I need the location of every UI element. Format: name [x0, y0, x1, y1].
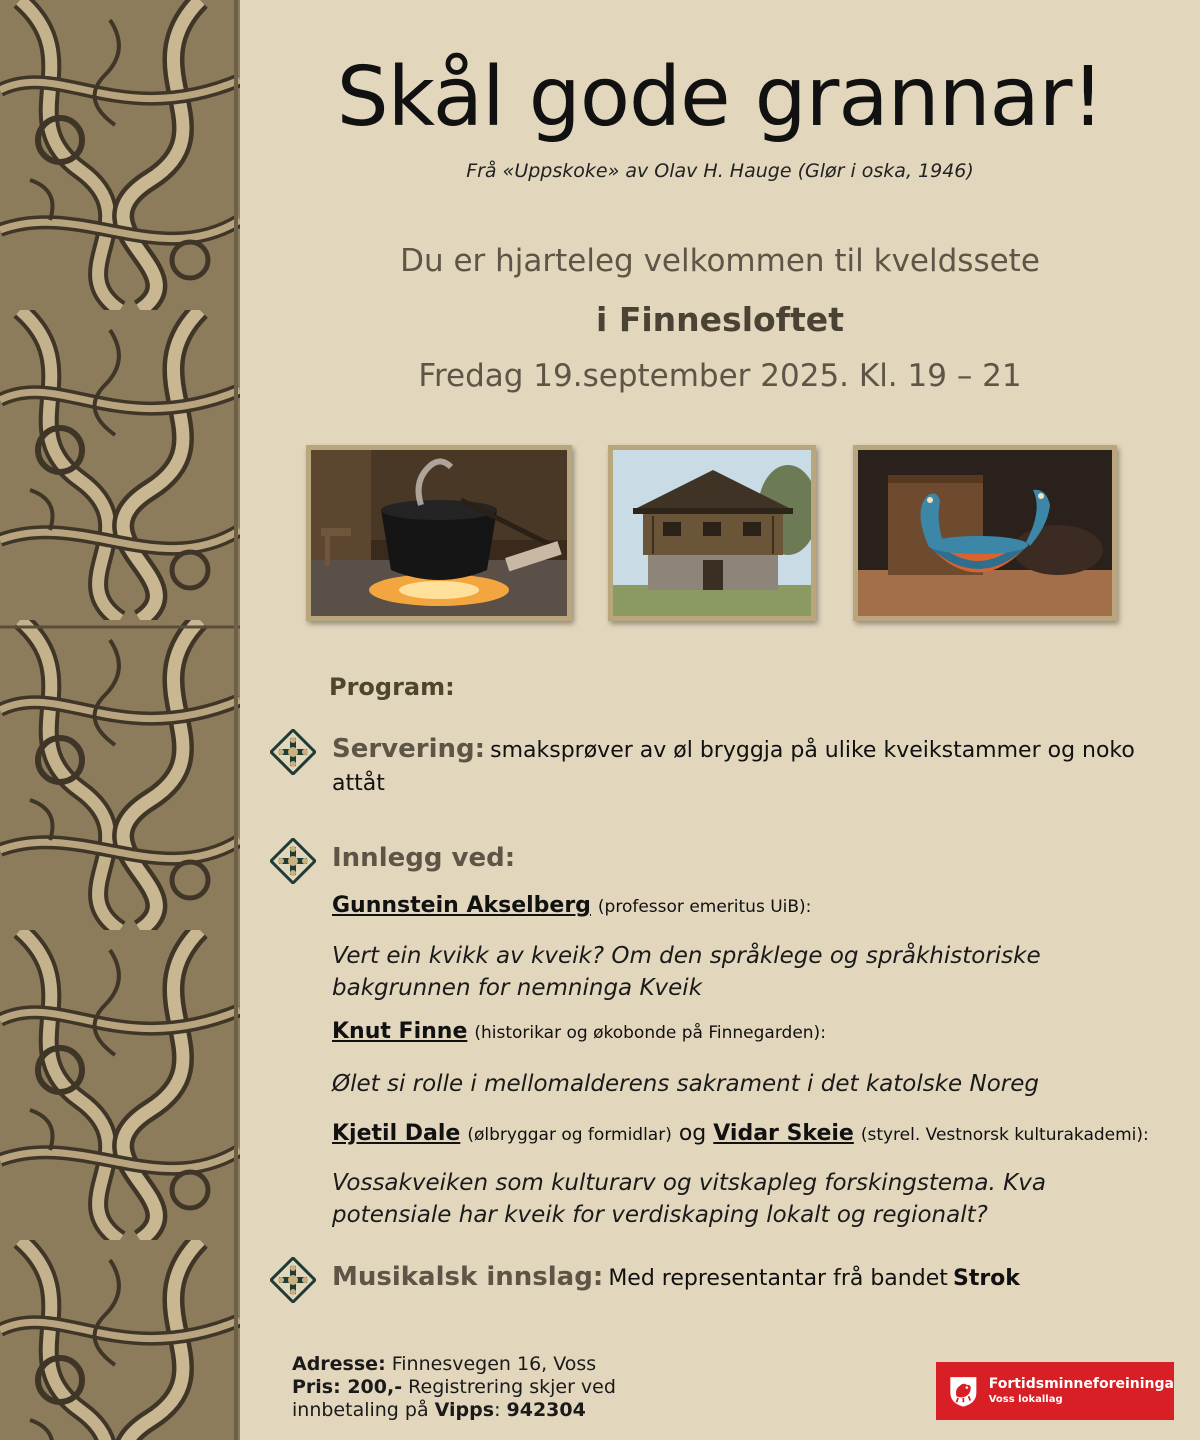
poster-main [240, 0, 1200, 1440]
ale-bowl-image [858, 450, 1112, 616]
event-info-footer [292, 1353, 652, 1422]
cauldron-image [311, 450, 567, 616]
event-datetime: Fredag 19.september 2025. Kl. 19 – 21 [418, 358, 1022, 394]
musikk-label: Musikalsk innslag: [332, 1262, 604, 1292]
address-line [292, 1353, 652, 1376]
talk-title: Vert ein kvikk av kveik? Om den språklege og språkhistoriske bakgrunnen for nemninga Kveik [332, 943, 1041, 1001]
ornament-pattern [0, 0, 240, 1440]
cross-bullet-icon [270, 729, 316, 775]
speaker-role: (ølbryggar og formidlar) [467, 1125, 672, 1145]
venue-text: i Finnesloftet [596, 300, 844, 339]
innlegg-label: Innlegg ved: [332, 843, 516, 873]
speaker-line [332, 893, 811, 918]
talk-title: Vossakveiken som kulturarv og vitskapleg forskingstema. Kva potensiale har kveik for verdiskaping lokalt og regionalt? [332, 1170, 1046, 1228]
welcome-text: Du er hjarteleg velkommen til kveldssete [400, 243, 1040, 279]
price-line: Pris: 200,- Registrering skjer ved innbetaling på Vipps: 942304 [292, 1376, 616, 1421]
speaker-name: Vidar Skeie [713, 1121, 854, 1146]
carved-ornament-panel [0, 0, 240, 1440]
vipps-number: 942304 [506, 1399, 586, 1421]
band-name: Strok [952, 1266, 1020, 1291]
price-label: Pris: 200,- [292, 1376, 403, 1398]
heraldic-lion-icon [946, 1371, 981, 1411]
speaker-line [332, 1019, 826, 1044]
photo-cauldron [306, 445, 572, 621]
program-heading: Program: [329, 673, 455, 701]
program-item-servering [332, 733, 1162, 801]
servering-text: smaksprøver av øl bryggja på ulike kveikstammer og noko attåt [332, 738, 1135, 796]
finnesloftet-image [613, 450, 811, 616]
fortidsminneforeininga-logo [936, 1362, 1174, 1420]
speaker-role: (styrel. Vestnorsk kulturakademi): [860, 1125, 1149, 1145]
logo-subtitle: Voss lokallag [988, 1394, 1063, 1405]
speaker-name: Kjetil Dale [332, 1121, 461, 1146]
speaker-name: Knut Finne [332, 1019, 468, 1044]
talk-title: Ølet si rolle i mellomalderens sakrament i det katolske Noreg [332, 1071, 1039, 1097]
cross-bullet-icon [270, 1257, 316, 1303]
vipps-label: Vipps [434, 1399, 495, 1421]
servering-label: Servering: [332, 734, 486, 764]
speaker-joiner: og [678, 1121, 707, 1146]
poem-citation: Frå «Uppskoke» av Olav H. Hauge (Glør i oska, 1946) [466, 160, 974, 182]
musikk-text: Med representantar frå bandet [608, 1266, 948, 1291]
logo-name: Fortidsminneforeininga [988, 1376, 1174, 1392]
speaker-role: (historikar og økobonde på Finnegarden): [474, 1023, 826, 1043]
address-value: Finnesvegen 16, Voss [391, 1353, 597, 1375]
speaker-line [332, 1121, 1149, 1146]
address-label: Adresse: [292, 1353, 386, 1375]
program-item-musikk [332, 1262, 1020, 1292]
speaker-name: Gunnstein Akselberg [332, 893, 591, 918]
cross-bullet-icon [270, 838, 316, 884]
poster-title: Skål gode grannar! [336, 50, 1104, 145]
photo-ale-bowl [853, 445, 1117, 621]
photo-finnesloftet [608, 445, 816, 621]
speaker-role: (professor emeritus UiB): [597, 897, 812, 917]
price-text: Registrering skjer ved innbetaling på [292, 1376, 616, 1421]
